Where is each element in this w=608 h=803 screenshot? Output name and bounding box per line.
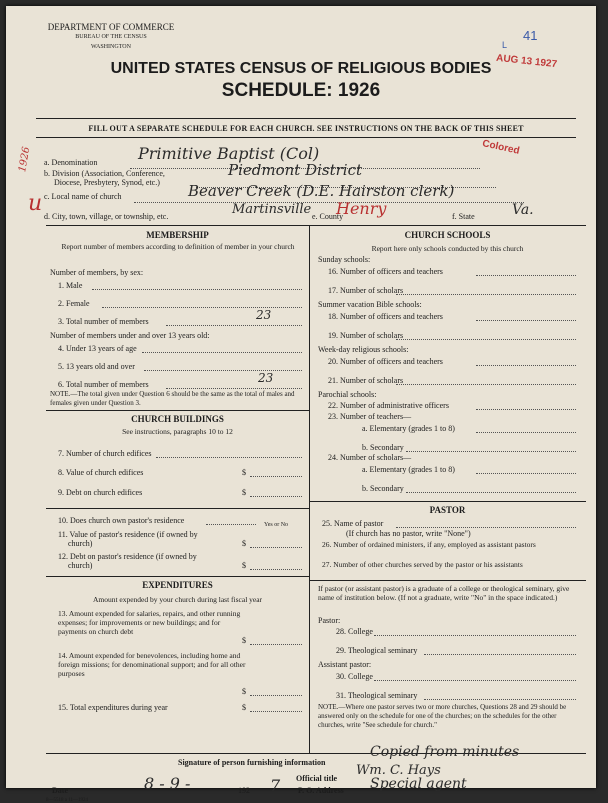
total-members-label: 3. Total number of members [58, 317, 149, 326]
division-label: b. Division (Association, Conference, [44, 169, 165, 178]
county-label: e. County [312, 212, 344, 221]
total-expenditures-label: 15. Total expenditures during year [58, 703, 168, 712]
state-value[interactable]: Va. [512, 202, 534, 218]
multiple-churches-note: NOTE.—Where one pastor serves two or more churches, Questions 28 and 29 should be answered only on the schedule for one of the churches; on the schedules for the other churches, write "See schedule for church." [318, 703, 567, 729]
county-value[interactable]: Henry [336, 199, 387, 218]
edifices-debt-label: 9. Debt on church edifices [58, 488, 143, 497]
margin-note-letter: u [28, 191, 43, 216]
under-13-label: 4. Under 13 years of age [58, 344, 137, 353]
denomination-value[interactable]: Primitive Baptist (Col) [138, 144, 320, 163]
city-value[interactable]: Martinsville [232, 202, 312, 217]
official-title-value[interactable]: Wm. C. Hays [356, 763, 441, 778]
division-label-2: Diocese, Presbytery, Synod, etc.) [54, 178, 160, 187]
expenditures-heading: EXPENDITURES [142, 580, 213, 590]
form-code: 8—5518 a 11—1924 [46, 798, 89, 803]
female-label: 2. Female [58, 299, 90, 308]
signature-value[interactable]: Copied from minutes [370, 744, 520, 760]
membership-subheading: Report number of members according to definition of member in your church [61, 242, 295, 251]
census-schedule-form: DEPARTMENT OF COMMERCE BUREAU OF THE CENSUS WASHINGTON AUG 13 1927 41 L UNITED STATES CENSUS OF RELIGIOUS BODIES SCHEDULE: 1926 FILL OUT A SEPARATE SCHEDULE FOR EACH CHURCH. SEE INSTRUCTIONS ON THE BACK OF THIS SHEET Colored 1926 u a. Denomination Primitive Baptist (Col) b. Division (Association, Conference, Diocese, Presbytery, Synod, etc.) Piedmont District c. Local name of church Beaver Creek (D.E. Hairston clerk) d. City, town, village, or township, etc. Martinsville e. County Henry f. State Va. MEMBERSHIP Report number of members according to definition of member in your church Number of members, by sex: 1. Male 2. Female 3. Total number of members 23 Number of members under and over 13 years old: 4. Under 13 years of age 5. 13 years old and over 6. Total number of members 23 NOTE.—The total given under Question 6 should be the same as the total of males and females given under Question 3. CHURCH BUILDINGS See instructions, paragraphs 10 to 12 7. Number of church edifices 8. Value of church edifices $ 9. Debt on church edifices $ 10. Does church own pastor's residence Yes or No 11. Value of pastor's residence (if owned by church) $ 12. Debt on pastor's residence (if owned by church) $ EXPENDITURES Amount expended by your church during last fiscal year 13. Amount expended for salaries, repairs, and other running expenses; for improvements or new buildings; and for payments on church debt $ 14. Amount expended for benevolences, including home and foreign missions; for denominational support; and for all other purposes $ 15. Total expenditures during year $ CHURCH SCHOOLS Report here only schools conducted by this church Sunday schools: 16. Number of officers and teachers 17. Number of scholars Summer vacation Bible schools: 18. Number of officers and teachers 19. Number of scholars Week-day religious schools: 20. Number of officers and teachers 21. Number of scholars Parochial schools: 22. Number of administrative officers 23. Number of teachers— a. Elementary (grades 1 to 8) b. Secondary 24. Number of scholars— a. Elementary (grades 1 to 8) b. Secondary PASTOR 25. Name of pastor (If church has no pastor, write "None") 26. Number of ordained ministers, if any, employed as assistant pastors 27. Number of other churches served by the pastor or his assistants If pastor (or assistant pastor) is a graduate of a college or theological seminary, give name of institution below. (If not a graduate, write "No" in the space indicated.) Pastor: 28. College 29. Theological seminary Assistant pastor: 30. College 31. Theological seminary NOTE.—Where one pastor serves two or more churches, Questions 28 and 29 should be answered only on the schedule for one of the churches; on the schedules for the other churches, write "See schedule for church." Signature of person furnishing information Copied from minutes Official title Wm. C. Hays Date 8 - 9 - 192 7 P. O. Address Special agent 8—5518 a 11—1924 [6, 6, 596, 788]
form-number-mark: 41 [523, 28, 538, 43]
signature-label: Signature of person furnishing information [178, 758, 326, 767]
residence-debt-label: 12. Debt on pastor's residence (if owned by [58, 552, 197, 561]
expenditures-subheading: Amount expended by your church during last fiscal year [92, 595, 263, 604]
membership-note: NOTE.—The total given under Question 6 should be the same as the total of males and females given under Question 3. [50, 390, 295, 407]
date-label: Date [52, 786, 68, 795]
instructions-line: FILL OUT A SEPARATE SCHEDULE FOR EACH CHURCH. SEE INSTRUCTIONS ON THE BACK OF THIS SHEET [88, 124, 524, 133]
buildings-subheading: See instructions, paragraphs 10 to 12 [122, 427, 233, 436]
local-name-label: c. Local name of church [44, 192, 122, 201]
po-address-label: P. O. Address [298, 786, 344, 795]
pastor-heading: PASTOR [429, 505, 466, 515]
pastor-residence-label: 10. Does church own pastor's residence [58, 516, 185, 525]
total-members-value[interactable]: 23 [256, 308, 272, 322]
colored-stamp: Colored [481, 138, 521, 157]
bureau-location: WASHINGTON [91, 44, 131, 50]
membership-heading: MEMBERSHIP [146, 230, 209, 240]
buildings-heading: CHURCH BUILDINGS [131, 414, 224, 424]
expended-benevolences-label: 14. Amount expended for benevolences, including home and foreign missions; for denominational support; and for all other purposes [58, 651, 246, 678]
schools-subheading: Report here only schools conducted by this church [371, 244, 524, 253]
letter-mark: L [502, 40, 508, 50]
official-title-label: Official title [296, 774, 338, 783]
expended-salaries-label: 13. Amount expended for salaries, repairs, and other running expenses; for improvements or new buildings; and for payments on church debt [58, 609, 241, 636]
year-digit[interactable]: 7 [270, 776, 281, 795]
total-members-2-value[interactable]: 23 [258, 371, 274, 385]
members-by-sex-label: Number of members, by sex: [50, 268, 144, 277]
city-label: d. City, town, village, or township, etc. [44, 212, 169, 221]
year-print: 192 [238, 786, 250, 795]
residence-value-label: 11. Value of pastor's residence (if owned by [58, 530, 198, 539]
form-title: UNITED STATES CENSUS OF RELIGIOUS BODIES [110, 60, 492, 77]
pastor-education-instructions: If pastor (or assistant pastor) is a graduate of a college or theological seminary, give name of institution below. (If not a graduate, write "No" in the space indicated.) [318, 584, 570, 602]
yes-or-no: Yes or No [264, 522, 289, 528]
po-address-value[interactable]: Special agent [370, 776, 467, 792]
department-header [46, 22, 176, 52]
schools-heading: CHURCH SCHOOLS [404, 230, 491, 240]
over-13-label: 5. 13 years old and over [58, 362, 135, 371]
total-members-2-label: 6. Total number of members [58, 380, 149, 389]
male-label: 1. Male [58, 281, 83, 290]
state-label: f. State [452, 212, 475, 221]
members-age-label: Number of members under and over 13 years old: [50, 331, 210, 340]
schedule-year: SCHEDULE: 1926 [221, 80, 381, 101]
date-received-stamp: AUG 13 1927 [495, 52, 558, 71]
edifices-value-label: 8. Value of church edifices [58, 468, 144, 477]
edifices-number-label: 7. Number of church edifices [58, 449, 152, 458]
denomination-label: a. Denomination [44, 158, 98, 167]
bureau-name: BUREAU OF THE CENSUS [75, 34, 147, 40]
division-value[interactable]: Piedmont District [228, 161, 363, 179]
margin-note-year: 1926 [17, 146, 33, 173]
local-name-value[interactable]: Beaver Creek (D.E. Hairston clerk) [188, 182, 455, 200]
department-name: DEPARTMENT OF COMMERCE [47, 22, 175, 32]
date-value[interactable]: 8 - 9 - [144, 774, 191, 793]
